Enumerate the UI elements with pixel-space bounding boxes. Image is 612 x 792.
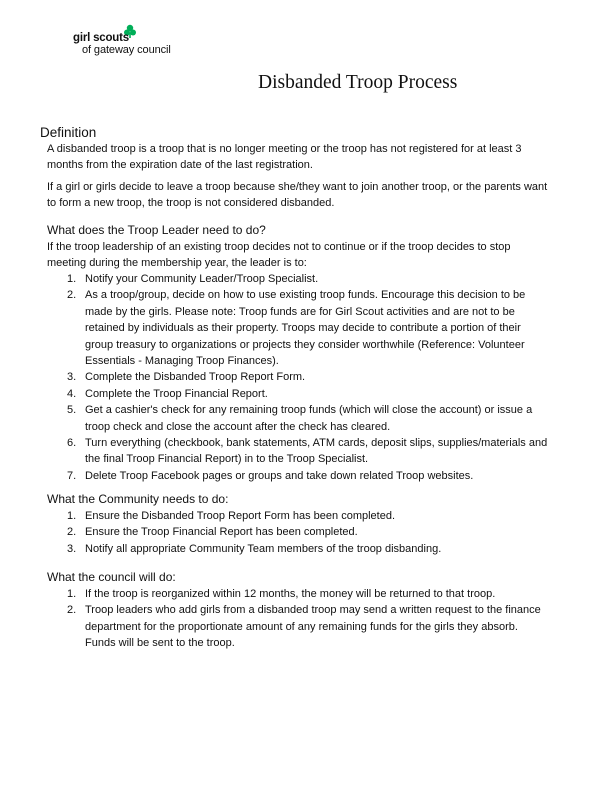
list-text: Get a cashier's check for any remaining troop funds (which will close the account) or issue a troop check and close the account after the check has cleared. <box>85 404 533 433</box>
list-number: 5. <box>67 404 77 417</box>
list-item <box>67 369 549 385</box>
leader-intro: If the troop leadership of an existing troop decides not to continue or if the troop decides to stop meeting during the membership year, the leader is to: <box>47 241 511 270</box>
list-number: 3. <box>67 371 77 384</box>
logo-text-line1: girl scouts <box>73 32 129 44</box>
list-number: 1. <box>67 273 77 285</box>
list-item <box>67 508 549 524</box>
council-heading: What the council will do: <box>47 570 176 584</box>
list-item <box>67 386 549 402</box>
list-item <box>67 541 549 557</box>
list-number: 1. <box>67 588 77 600</box>
council-steps-list <box>67 586 549 652</box>
list-number: 7. <box>67 469 77 482</box>
list-text: Troop leaders who add girls from a disbanded troop may send a written request to the finance department for the proportionate amount of any remaining funds for the girls they absorb. Funds will be sent to the troop. <box>85 604 541 650</box>
list-text: As a troop/group, decide on how to use existing troop funds. Encourage this decision to be made by the girls. Please note: Troop funds are for Girl Scout activities and are not to be retained by individuals as their property. Troops may decide to contribute a portion of their group treasury to organizations or projects they consider worthwhile (Reference: Volunteer Essentials - Managing Troop Finances). <box>85 289 526 368</box>
list-number: 2. <box>67 604 77 617</box>
list-text: Ensure the Disbanded Troop Report Form has been completed. <box>85 510 396 522</box>
list-item <box>67 524 549 540</box>
list-text: Complete the Troop Financial Report. <box>85 387 268 400</box>
list-item <box>67 602 549 651</box>
logo-text-line2: of gateway council <box>82 44 171 56</box>
document-title: Disbanded Troop Process <box>258 72 458 93</box>
list-text: Notify your Community Leader/Troop Specialist. <box>85 273 319 285</box>
leader-heading: What does the Troop Leader need to do? <box>47 223 266 237</box>
list-text: Ensure the Troop Financial Report has been completed. <box>85 526 358 539</box>
list-number: 6. <box>67 437 77 450</box>
definition-heading: Definition <box>40 125 97 140</box>
girl-scouts-logo <box>73 24 193 58</box>
list-text: If the troop is reorganized within 12 months, the money will be returned to that troop. <box>85 588 496 600</box>
list-number: 3. <box>67 542 77 555</box>
community-heading: What the Community needs to do: <box>47 492 229 506</box>
list-item <box>67 271 549 287</box>
list-number: 4. <box>67 387 77 400</box>
list-text: Delete Troop Facebook pages or groups and take down related Troop websites. <box>85 469 474 482</box>
list-text: Notify all appropriate Community Team members of the troop disbanding. <box>85 542 442 555</box>
community-steps-list <box>67 508 549 557</box>
leader-steps-list <box>67 271 549 484</box>
list-number: 1. <box>67 510 77 522</box>
list-item <box>67 468 549 484</box>
list-item <box>67 402 549 435</box>
list-number: 2. <box>67 289 77 302</box>
list-text: Complete the Disbanded Troop Report Form. <box>85 371 306 384</box>
list-number: 2. <box>67 526 77 539</box>
definition-paragraph-1: A disbanded troop is a troop that is no longer meeting or the troop has not registered for at least 3 months from the expiration date of the last registration. <box>47 143 522 172</box>
list-item <box>67 287 549 369</box>
definition-paragraph-2: If a girl or girls decide to leave a troop because she/they want to join another troop, or the parents want to form a new troop, the troop is not considered disbanded. <box>47 181 548 210</box>
list-text: Turn everything (checkbook, bank statements, ATM cards, deposit slips, supplies/materials and the final Troop Financial Report) in to the Troop Specialist. <box>85 437 548 466</box>
list-item <box>67 586 549 602</box>
list-item <box>67 435 549 468</box>
